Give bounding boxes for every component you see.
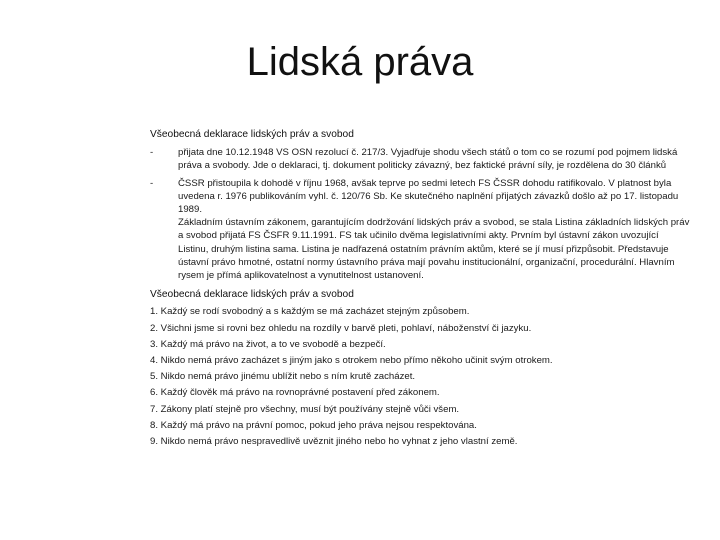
bullet-marker: - <box>150 147 154 159</box>
list-item: 8. Každý má právo na právní pomoc, pokud jeho práva nejsou respektována. <box>150 419 477 431</box>
list-item: 2. Všichni jsme si rovni bez ohledu na rozdíly v barvě pleti, pohlaví, náboženství či jazyku. <box>150 322 532 334</box>
list-item: 4. Nikdo nemá právo zacházet s jiným jako s otrokem nebo přímo někoho učinit svým otrokem. <box>150 355 553 367</box>
bullet-marker: - <box>150 177 154 189</box>
section-heading: Všeobecná deklarace lidských práv a svobod <box>150 289 354 301</box>
section-heading: Všeobecná deklarace lidských práv a svobod <box>150 129 354 140</box>
bullet-item <box>150 146 690 172</box>
slide-title: Lidská práva <box>246 40 474 84</box>
list-item: 3. Každý má právo na život, a to ve svobodě a bezpečí. <box>150 338 386 350</box>
numbered-list <box>150 304 690 450</box>
list-item: 7. Zákony platí stejně pro všechny, musí být používány stejně vůči všem. <box>150 403 460 415</box>
bullet-item <box>150 177 690 283</box>
bullet-list <box>150 146 690 282</box>
bullet-paragraph: Základním ústavním zákonem, garantujícím dodržování lidských práv a svobod, se stala Listina základních lidských práv a svobod přijatá FS ČSFR 9.11.1991. FS tak učinilo dvěma legislativními akty. Prvním byl ústavní zákon uvozující Listinu, druhým listina sama. Listina je nadřazená ostatním právním aktům, které se jí musí přizpůsobit. Představuje ústavní právo hmotné, ostatní normy ústavního práva mají povahu institucionální, organizační, procedurální. Hlavním rysem je přímá aplikovatelnost a vynutitelnost ustanovení. <box>178 217 690 282</box>
bullet-paragraph: přijata dne 10.12.1948 VS OSN rezolucí č. 217/3. Vyjadřuje shodu všech států o tom co se rozumí pod pojmem lidská práva a svobody. Jde o deklaraci, tj. dokument politicky závazný, bez faktické právní síly, je rozdělena do 30 článků <box>178 147 678 172</box>
slide-content <box>150 128 690 450</box>
list-item: 6. Každý člověk má právo na rovnoprávné postavení před zákonem. <box>150 387 440 399</box>
list-item: 5. Nikdo nemá právo jinému ublížit nebo s ním krutě zacházet. <box>150 371 416 383</box>
list-item: 1. Každý se rodí svobodný a s každým se má zacházet stejným způsobem. <box>150 306 470 318</box>
list-item: 9. Nikdo nemá právo nespravedlivě uvěznit jiného nebo ho vyhnat z jeho vlastní země. <box>150 436 518 448</box>
bullet-paragraph: ČSSR přistoupila k dohodě v říjnu 1968, avšak teprve po sedmi letech FS ČSSR dohodu ratifikovalo. V platnost byla uvedena r. 1976 publikováním vyhl. č. 120/76 Sb. Ke skutečného naplnění přijatých závazků došlo až po 17. listopadu 1989. <box>178 177 679 216</box>
